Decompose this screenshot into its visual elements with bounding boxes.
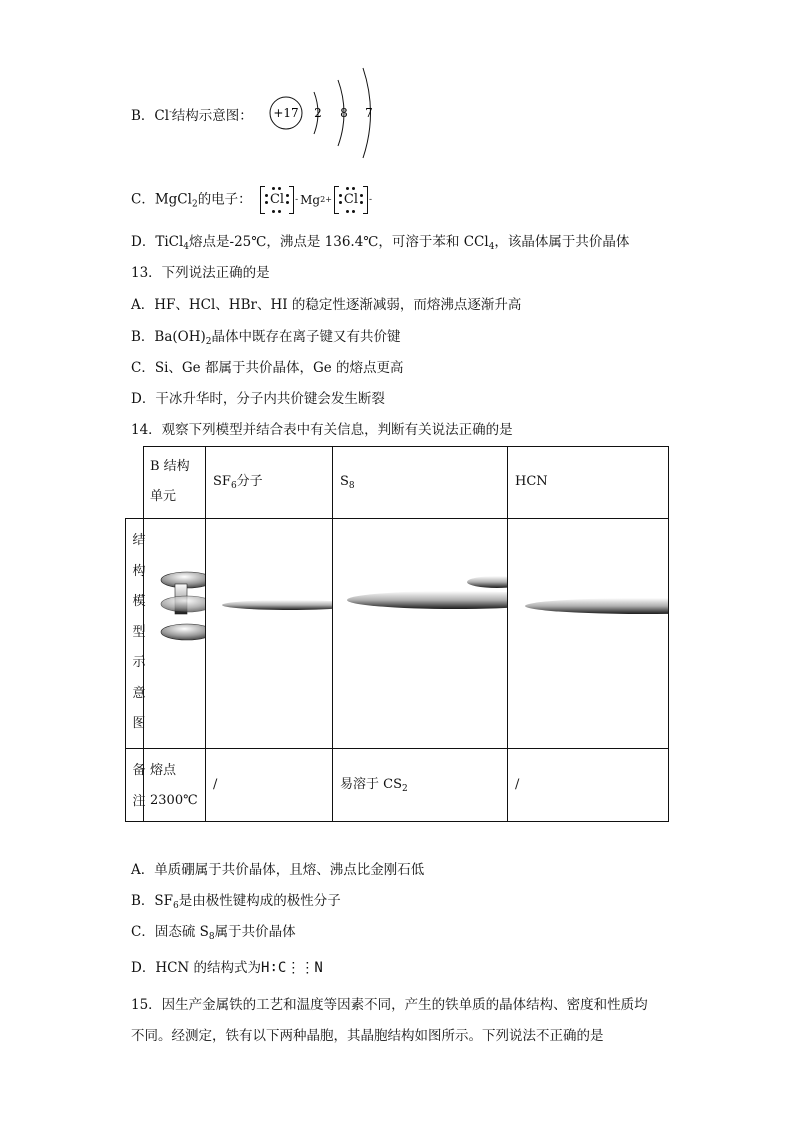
nucleus-charge: +17 xyxy=(273,106,299,120)
note-b-melting-point: 熔点 2300℃ xyxy=(150,763,198,808)
hcn-structural-formula: H∶C⋮⋮N xyxy=(261,960,323,976)
row-label-model: 结 构 模 型 示 意 图 xyxy=(132,533,146,731)
q14-model-table xyxy=(125,446,669,822)
option-b-q12: B．Cl-结构示意图： xyxy=(131,107,253,124)
header-hcn: HCN xyxy=(515,474,548,489)
header-sf6: $SF_6$分子 xyxy=(213,474,263,491)
option-d-q12: D．TiCl$_4$熔点是-25℃，沸点是 136.4℃，可溶于苯和 CCl$_4$，该晶体属于共价晶体 xyxy=(131,234,630,252)
cl-with-electrons-right: Cl xyxy=(339,190,363,210)
mgcl2-electron-formula: Cl - Mg 2+ Cl - xyxy=(260,186,372,214)
q14-stem: 14．观察下列模型并结合表中有关信息，判断有关说法正确的是 xyxy=(131,422,513,438)
q13-option-c: C．Si、Ge 都属于共价晶体，Ge 的熔点更高 xyxy=(131,360,404,376)
option-c-q12: C．MgCl$_2$的电子： Cl - Mg 2+ Cl - xyxy=(131,186,372,215)
row-label-note: 备 注 xyxy=(132,763,146,809)
sf6-molecule-model xyxy=(222,600,358,610)
shell-2-count: 8 xyxy=(340,106,348,120)
q13-option-b: B．$Ba(OH)_2$晶体中既存在离子键又有共价键 xyxy=(131,329,401,347)
hcn-molecule-model xyxy=(525,598,669,614)
shell-3-count: 7 xyxy=(365,106,373,120)
q13-option-a: A．HF、HCl、HBr、HI 的稳定性逐渐减弱，而熔沸点逐渐升高 xyxy=(131,297,522,313)
q14-option-d: D．HCN 的结构式为H∶C⋮⋮N xyxy=(131,960,323,976)
header-b-structure: B 结构 单元 xyxy=(150,459,190,504)
q13-stem: 13．下列说法正确的是 xyxy=(131,265,270,281)
q14-option-c: C．固态硫 $S_8$属于共价晶体 xyxy=(131,924,296,942)
mg-symbol: Mg xyxy=(300,193,321,207)
note-s8: 易溶于 $CS_2$ xyxy=(340,777,408,794)
note-hcn: / xyxy=(515,777,520,792)
shell-1-count: 2 xyxy=(314,106,322,120)
cl-with-electrons-left: Cl xyxy=(265,190,289,210)
q14-option-a: A．单质硼属于共价晶体，且熔、沸点比金刚石低 xyxy=(131,862,425,878)
q14-option-b: B．$SF_6$是由极性键构成的极性分子 xyxy=(131,893,341,911)
q15-stem-line2: 不同。经测定，铁有以下两种晶胞，其晶胞结构如图所示。下列说法不正确的是 xyxy=(131,1028,604,1044)
q15-stem-line1: 15．因生产金属铁的工艺和温度等因素不同，产生的铁单质的晶体结构、密度和性质均 xyxy=(131,997,648,1013)
q13-option-d: D．干冰升华时，分子内共价键会发生断裂 xyxy=(131,391,385,407)
model-images xyxy=(125,518,669,748)
cl-ion-structure-diagram xyxy=(268,66,388,160)
header-s8: $S_8$ xyxy=(340,474,355,491)
boron-unit-model xyxy=(161,572,213,640)
note-sf6: / xyxy=(213,777,218,792)
